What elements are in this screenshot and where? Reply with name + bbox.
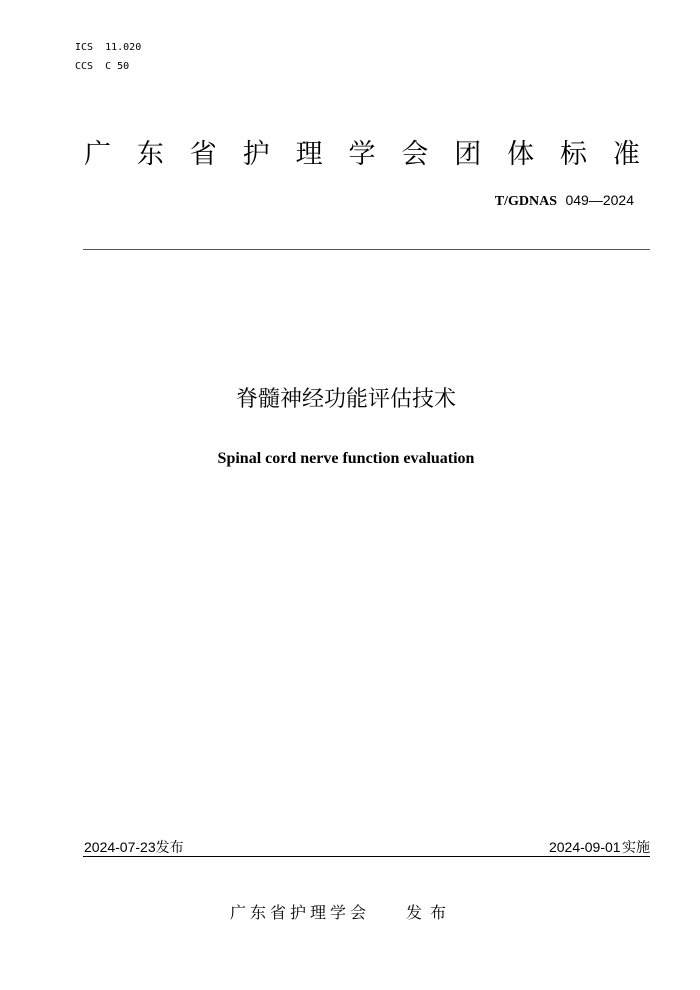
publish-date-line [84, 838, 184, 857]
organization-standard-title [84, 136, 640, 174]
title-char: 准 [612, 139, 640, 170]
implement-label: 实施 [622, 840, 650, 856]
implement-date-line [549, 838, 650, 857]
ics-code: ICS 11.020 [75, 42, 142, 53]
footer-divider [83, 856, 650, 857]
standard-number: 049—2024 [565, 192, 634, 208]
ccs-code: CCS C 50 [75, 61, 130, 72]
publish-date: 2024-07-23 [84, 839, 156, 855]
implement-date: 2024-09-01 [548, 839, 621, 855]
title-char: 省 [189, 139, 217, 170]
title-char: 理 [295, 139, 323, 170]
title-char: 学 [348, 139, 376, 170]
document-title-en: Spinal cord nerve function evaluation [217, 450, 475, 467]
title-char: 体 [507, 139, 535, 170]
standard-number-row [495, 191, 634, 211]
publisher-line [230, 902, 454, 924]
standard-prefix: T/GDNAS [494, 194, 558, 209]
publisher-action: 发布 [406, 903, 455, 922]
title-char: 标 [560, 139, 588, 170]
title-char: 会 [401, 139, 429, 170]
publisher-name: 广东省护理学会 [230, 903, 371, 922]
publish-label: 发布 [155, 840, 184, 856]
document-title-cn: 脊髓神经功能评估技术 [235, 387, 456, 412]
title-char: 东 [136, 139, 164, 170]
title-char: 护 [242, 139, 270, 170]
header-divider [83, 249, 650, 250]
title-char: 广 [84, 139, 111, 170]
title-char: 团 [454, 139, 482, 170]
